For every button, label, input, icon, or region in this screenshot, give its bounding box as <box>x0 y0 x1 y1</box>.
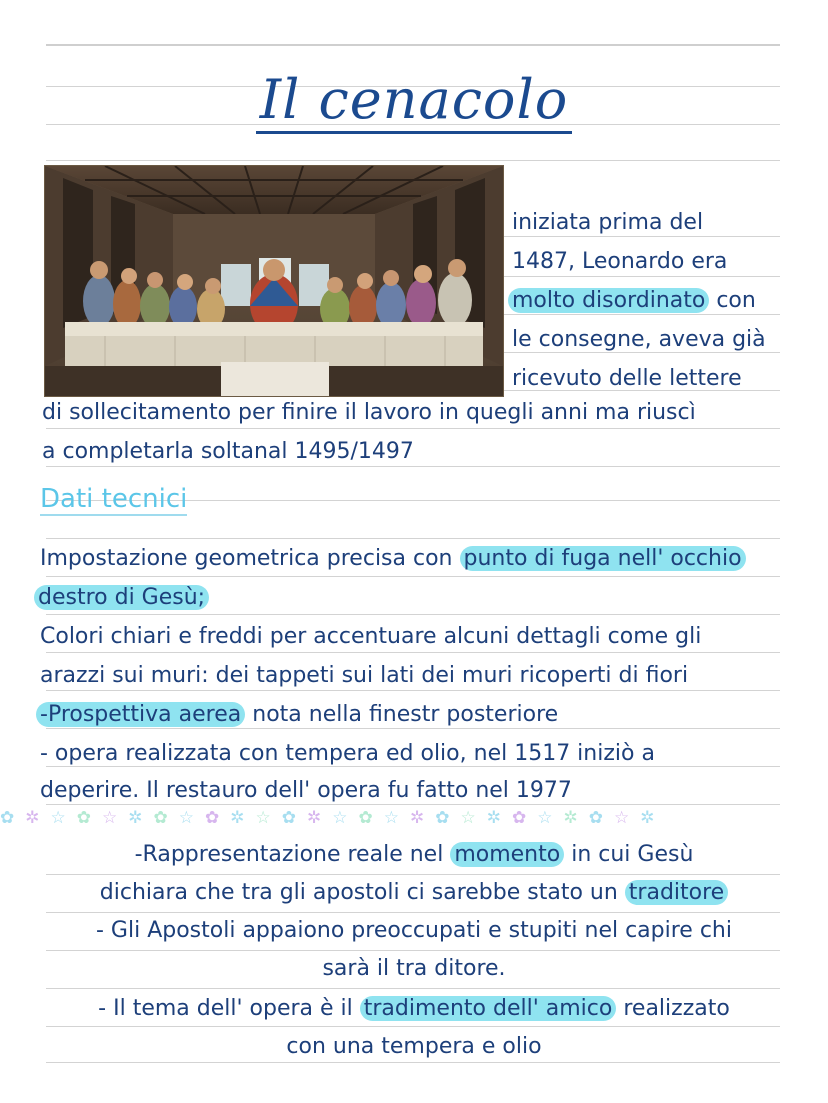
tech-line: Colori chiari e freddi per accentuare alcuni dettagli come gli <box>40 624 702 649</box>
tech-line: arazzi sui muri: dei tappeti sui lati dei muri ricoperti di fiori <box>40 663 689 688</box>
summary-line: sarà il tra ditore. <box>322 956 506 981</box>
highlight-mark: -Prospettiva aerea <box>36 702 245 727</box>
tech-line <box>40 546 746 572</box>
rule-line <box>46 1062 780 1063</box>
intro-line <box>508 288 756 314</box>
intro-line: 1487, Leonardo era <box>512 249 728 274</box>
page-title <box>0 68 828 132</box>
rule-line <box>46 690 780 691</box>
last-supper-painting-icon <box>44 165 504 397</box>
rule-line <box>46 728 780 729</box>
highlight-mark: molto disordinato <box>508 288 709 313</box>
tech-line-tail: nota nella finestr posteriore <box>252 702 559 727</box>
rule-line <box>46 614 780 615</box>
highlight-mark: punto di fuga nell' occhio <box>460 546 746 571</box>
intro-line: ricevuto delle lettere <box>512 366 742 391</box>
summary-line <box>0 842 828 868</box>
tech-line <box>36 702 558 728</box>
rule-line <box>46 912 780 913</box>
highlight-mark: momento <box>450 842 564 867</box>
rule-line <box>46 428 780 429</box>
summary-line: con una tempera e olio <box>286 1034 542 1059</box>
summary-text: - Il tema dell' opera è il <box>98 996 353 1021</box>
rule-line <box>46 466 780 467</box>
top-rule <box>46 44 780 46</box>
rule-line <box>46 576 780 577</box>
highlight-mark: tradimento dell' amico <box>360 996 617 1021</box>
intro-line: le consegne, aveva già <box>512 327 766 352</box>
highlight-mark: destro di Gesù; <box>34 585 209 610</box>
intro-line: di sollecitamento per finire il lavoro in quegli anni ma riuscì <box>42 400 696 425</box>
rule-line <box>46 950 780 951</box>
section-heading: Dati tecnici <box>40 484 188 514</box>
summary-text: realizzato <box>623 996 730 1021</box>
tech-line: deperire. Il restauro dell' opera fu fatto nel 1977 <box>40 778 572 803</box>
rule-line <box>46 988 780 989</box>
tech-line <box>34 585 209 611</box>
summary-line: - Gli Apostoli appaiono preoccupati e stupiti nel capire chi <box>96 918 732 943</box>
sparkle-divider-icon: ✿✲☆✿☆✲✿☆✿✲☆✿✲☆✿☆✲✿☆✲✿☆✲✿☆✲ <box>0 808 666 828</box>
intro-line-tail: con <box>716 288 756 313</box>
highlight-mark: traditore <box>625 880 728 905</box>
painting-svg <box>45 166 503 396</box>
page-title-text: Il cenacolo <box>256 68 572 134</box>
rule-line <box>46 874 780 875</box>
summary-text: dichiara che tra gli apostoli ci sarebbe stato un <box>99 880 618 905</box>
rule-line <box>46 652 780 653</box>
tech-line: - opera realizzata con tempera ed olio, nel 1517 iniziò a <box>40 741 655 766</box>
intro-line: a completarla soltanal 1495/1497 <box>42 439 414 464</box>
rule-line <box>46 804 780 805</box>
tech-line-text: Impostazione geometrica precisa con <box>40 546 453 571</box>
summary-line <box>0 880 828 906</box>
summary-line <box>0 996 828 1022</box>
intro-line: iniziata prima del <box>512 210 704 235</box>
summary-text: in cui Gesù <box>571 842 694 867</box>
rule-line <box>46 160 780 161</box>
summary-text: -Rappresentazione reale nel <box>134 842 444 867</box>
rule-line <box>46 538 780 539</box>
rule-line <box>46 1026 780 1027</box>
